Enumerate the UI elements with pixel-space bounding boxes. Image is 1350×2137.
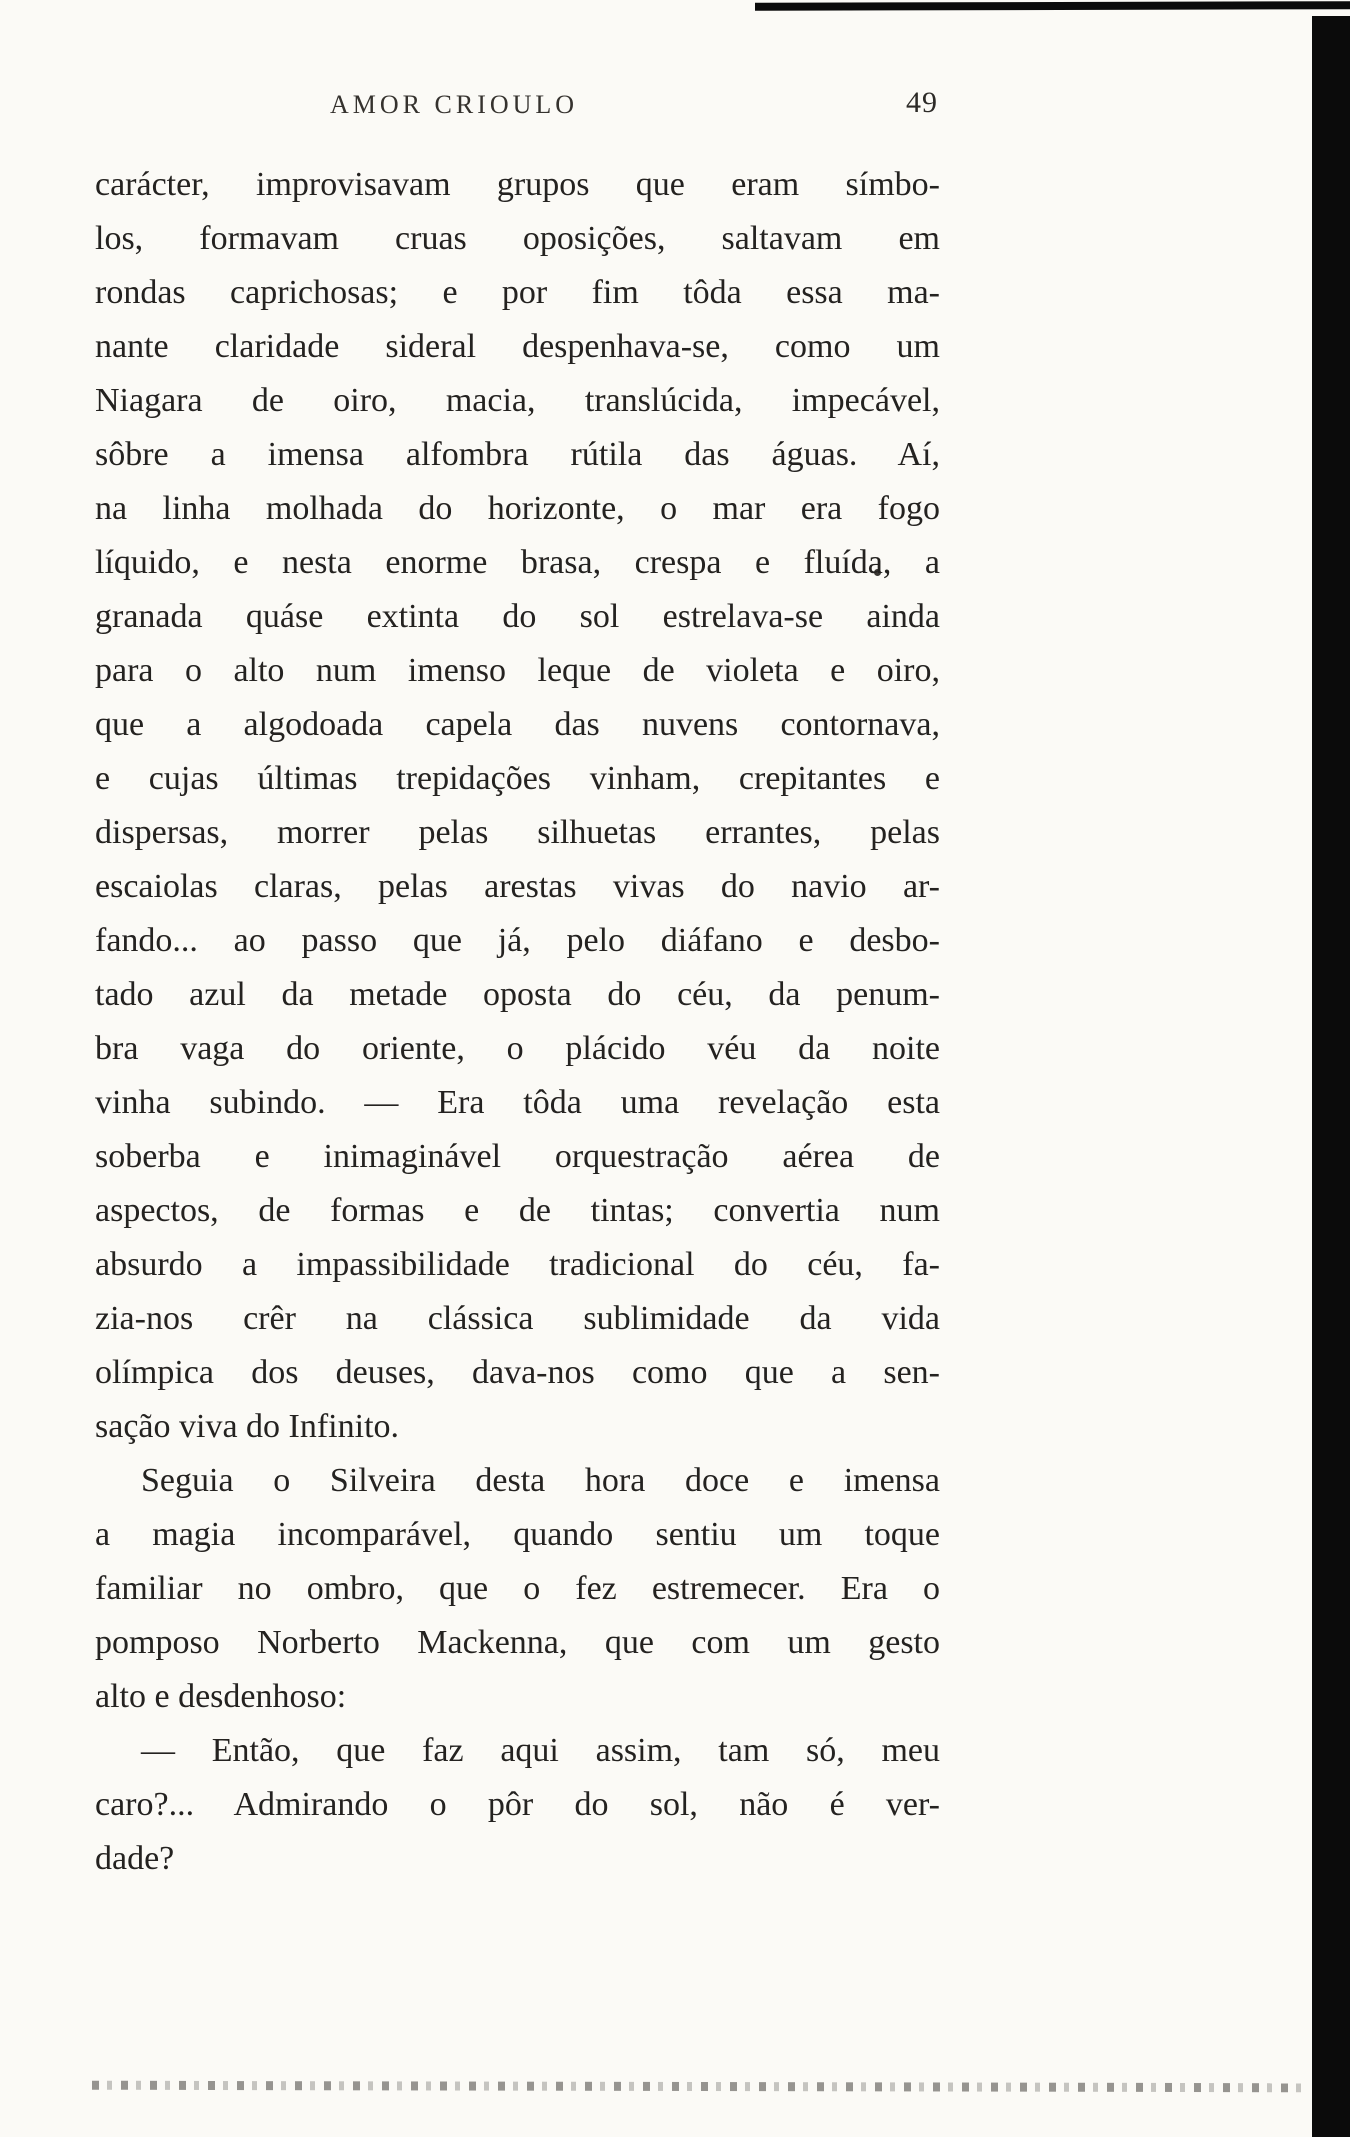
text-line: zia-nos crêr na clássica sublimidade da vida [95, 1300, 940, 1337]
text-line: soberba e inimaginável orquestração aérea de [95, 1138, 940, 1175]
text-line: líquido, e nesta enorme brasa, crespa e fluída, a [95, 544, 940, 581]
paragraph [95, 1724, 940, 1886]
text-line: dade? [95, 1840, 175, 1877]
scan-edge-top [755, 1, 1350, 11]
text-line: alto e desdenhoso: [95, 1678, 347, 1715]
text-line: dispersas, morrer pelas silhuetas errantes, pelas [95, 814, 940, 851]
text-line: carácter, improvisavam grupos que eram símbo- [95, 166, 940, 203]
text-line: bra vaga do oriente, o plácido véu da noite [95, 1030, 940, 1067]
text-line: sação viva do Infinito. [95, 1408, 400, 1445]
scan-edge-right [1312, 16, 1350, 2137]
text-line: fando... ao passo que já, pelo diáfano e desbo- [95, 922, 940, 959]
text-line: caro?... Admirando o pôr do sol, não é ver- [95, 1786, 940, 1823]
text-line: olímpica dos deuses, dava-nos como que a sen- [95, 1354, 940, 1391]
text-line: vinha subindo. — Era tôda uma revelação esta [95, 1084, 940, 1121]
text-line: na linha molhada do horizonte, o mar era fogo [95, 490, 940, 527]
paragraph [95, 158, 940, 1454]
text-line: pomposo Norberto Mackenna, que com um gesto [95, 1624, 940, 1661]
text-line: Seguia o Silveira desta hora doce e imensa [141, 1462, 940, 1499]
text-line: nante claridade sideral despenhava-se, como um [95, 328, 940, 365]
page-text [95, 158, 940, 1886]
text-line: tado azul da metade oposta do céu, da penum- [95, 976, 940, 1013]
text-line: escaiolas claras, pelas arestas vivas do navio ar- [95, 868, 940, 905]
paragraph [95, 1454, 940, 1724]
scan-shadow-bottom [92, 2081, 1307, 2093]
text-line: a magia incomparável, quando sentiu um toque [95, 1516, 940, 1553]
text-line: granada quáse extinta do sol estrelava-se ainda [95, 598, 940, 635]
text-line: los, formavam cruas oposições, saltavam em [95, 220, 940, 257]
running-title: AMOR CRIOULO [330, 90, 579, 119]
page-content [95, 86, 940, 1886]
text-line: familiar no ombro, que o fez estremecer. Era o [95, 1570, 940, 1607]
text-line: e cujas últimas trepidações vinham, crepitantes e [95, 760, 940, 797]
text-line: rondas caprichosas; e por fim tôda essa ma- [95, 274, 940, 311]
text-line: sôbre a imensa alfombra rútila das águas. Aí, [95, 436, 940, 473]
text-line: que a algodoada capela das nuvens contornava, [95, 706, 940, 743]
text-line: para o alto num imenso leque de violeta e oiro, [95, 652, 940, 689]
page-number: 49 [906, 86, 938, 119]
text-line: Niagara de oiro, macia, translúcida, impecável, [95, 382, 940, 419]
page-header [95, 86, 940, 128]
text-line: aspectos, de formas e de tintas; convertia num [95, 1192, 940, 1229]
text-line: absurdo a impassibilidade tradicional do céu, fa- [95, 1246, 940, 1283]
text-line: — Então, que faz aqui assim, tam só, meu [141, 1732, 940, 1769]
